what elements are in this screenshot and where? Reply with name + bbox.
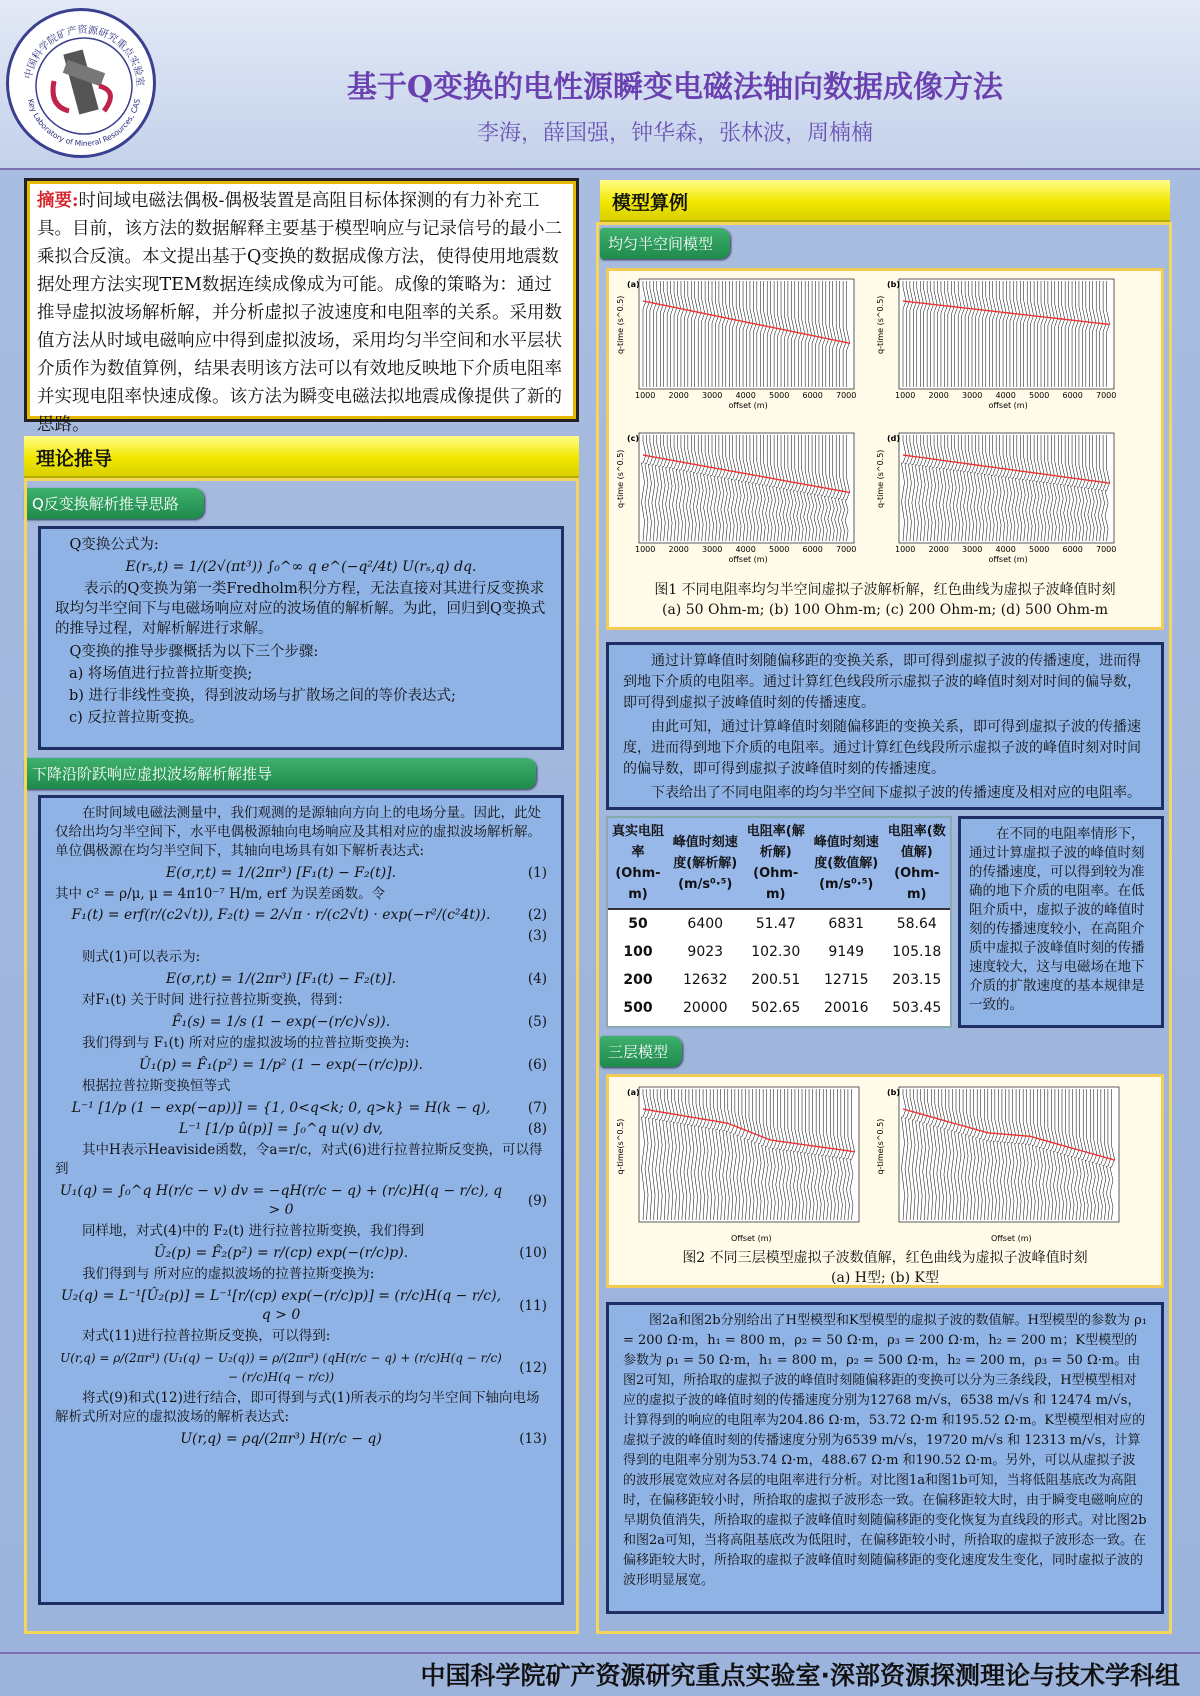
abstract-text: 时间域电磁法偶极-偶极装置是高阻目标体探测的有力补充工具。目前，该方法的数据解释主要基于模型响应与记录信号的最小二乘拟合反演。本文提出基于Q变换的数据成像方法，使得使用地震数据处理方法实现TEM数据连续成像成为可能。成像的策略为：通过推导虚拟波场解析解，并分析虚拟子波速度和电阻率的关系。采用数值方法从时域电磁响应中得到虚拟波场，采用均匀半空间和水平层状介质作为数值算例，结果表明该方法可以有效地反映地下介质电阻率并实现电阻率快速成像。该方法为瞬变电磁法拟地震成像提供了新的思路。	[37, 191, 562, 435]
x-tick-label: 1000	[895, 545, 916, 554]
panel-label: (d)	[887, 434, 901, 443]
table-row	[608, 909, 950, 938]
table-cell: 200	[623, 972, 653, 988]
q-steps-intro: Q变换的推导步骤概括为以下三个步骤:	[69, 644, 319, 660]
panel-label: (a)	[627, 1088, 640, 1097]
footer-text: 中国科学院矿产资源研究重点实验室·深部资源探测理论与技术学科组	[420, 1661, 1180, 1690]
x-tick-label: 1000	[895, 391, 916, 400]
y-axis-label: q-time(s^0.5)	[876, 1118, 885, 1175]
theory-heading: 理论推导	[24, 436, 579, 478]
figure-2-frame	[606, 1074, 1164, 1288]
combine-text: 将式(9)和式(12)进行结合，即可得到与式(1)所表示的均匀半空间下轴向电场解析式所对应的虚拟波场的解析表达式:	[55, 1390, 540, 1425]
q-step-a: a) 将场值进行拉普拉斯变换;	[69, 666, 253, 682]
x-tick-label: 1000	[635, 391, 656, 400]
abstract-label: 摘要:	[37, 191, 79, 211]
sub-heading-three-layer: 三层模型	[600, 1036, 682, 1067]
table-cell: 203.15	[892, 972, 942, 988]
heaviside-text: 其中H表示Heaviside函数，令a=r/c，对式(6)进行拉普拉斯反变换，可以得到	[55, 1142, 543, 1177]
y-axis-label: q-time (s^0.5)	[616, 295, 625, 354]
x-tick-label: 7000	[836, 545, 857, 554]
table-cell: 502.65	[751, 1000, 801, 1016]
identity-text: 根据拉普拉斯变换恒等式	[82, 1078, 231, 1094]
x-tick-label: 2000	[928, 545, 949, 554]
results-table-wrap	[606, 816, 952, 1028]
figure-1-caption-2: (a) 50 Ohm-m; (b) 100 Ohm-m; (c) 200 Ohm-m; (d) 500 Ohm-m	[662, 602, 1108, 618]
x-tick-label: 5000	[1029, 545, 1050, 554]
table-cell: 20016	[823, 1000, 869, 1016]
panel-label: (c)	[627, 434, 640, 443]
x-tick-label: 2000	[928, 391, 949, 400]
examples-heading: 模型算例	[600, 180, 1170, 222]
x-tick-label: 7000	[1096, 391, 1117, 400]
panel-label: (b)	[887, 280, 901, 289]
x-tick-label: 3000	[702, 545, 723, 554]
table-header: 峰值时刻速度(数值解)(m/s⁰·⁵)	[809, 818, 884, 909]
x-tick-label: 4000	[735, 391, 756, 400]
table-cell: 6400	[687, 916, 724, 932]
sub-heading-q-transform: Q反变换解析推导思路	[24, 488, 204, 519]
x-tick-label: 7000	[836, 391, 857, 400]
abstract-box	[24, 178, 579, 435]
x-axis-label: Offset (m)	[991, 1234, 1032, 1243]
poster-authors: 李海，薛国强，钟华森，张林波，周楠楠	[476, 121, 873, 146]
then-text: 则式(1)可以表示为:	[82, 949, 201, 965]
x-axis-label: offset (m)	[988, 401, 1028, 410]
equation-3: (3)	[527, 928, 547, 944]
equation-4: E(σ,r,t) = 1/(2πr³) [F₁(t) − F₂(t)]. (4)	[165, 971, 547, 987]
velocity-panel	[606, 642, 1164, 810]
x-axis-label: offset (m)	[728, 401, 768, 410]
x-tick-label: 2000	[668, 545, 689, 554]
equation-9: U₁(q) = ∫₀^q H(r/c − v) dv = −qH(r/c − q) + (r/c)H(q − r/c), q > 0 (9)	[59, 1183, 547, 1218]
x-tick-label: 4000	[995, 391, 1016, 400]
table-row	[608, 994, 950, 1022]
table-cell: 51.47	[755, 916, 796, 932]
table-header: 电阻率(解析解)(Ohm-m)	[743, 818, 809, 909]
x-tick-label: 6000	[802, 545, 823, 554]
three-layer-panel	[606, 1302, 1164, 1614]
q-para: 表示的Q变换为第一类Fredholm积分方程，无法直接对其进行反变换求取均匀半空间下与电磁场响应对应的波场值的解析解。为此，回归到Q变换式的推导过程，对解析解进行求解。	[55, 581, 546, 637]
footer-divider	[0, 1652, 1200, 1654]
x-tick-label: 4000	[995, 545, 1016, 554]
x-tick-label: 4000	[735, 545, 756, 554]
sub-heading-halfspace: 均匀半空间模型	[600, 228, 730, 259]
table-cell: 50	[628, 916, 648, 932]
figure-2	[609, 1081, 1161, 1251]
laplace-text: 对F₁(t) 关于时间 进行拉普拉斯变换，得到：	[82, 992, 351, 1008]
equation-11: U₂(q) = L⁻¹[Û₂(p)] = L⁻¹[r/(cp) exp(−(r/c)p)] = (r/c)H(q − r/c), q > 0 (11)	[60, 1288, 547, 1323]
panel-label: (a)	[627, 280, 640, 289]
x-axis-label: Offset (m)	[731, 1234, 772, 1243]
velocity-para-1: 通过计算峰值时刻随偏移距的变换关系，即可得到虚拟子波的传播速度，进而得到地下介质的电阻率。通过计算红色线段所示虚拟子波的峰值时刻对时间的偏导数，即可得到虚拟子波峰值时刻的传播速度。	[623, 653, 1141, 711]
table-row	[608, 966, 950, 994]
logo-en-text: Key Laboratory of Mineral Resources, CAS	[26, 97, 143, 149]
equation-7: L⁻¹ [1/p (1 − exp(−ap))] = {1, 0<q<k; 0, q>k} = H(k − q), (7)	[71, 1100, 547, 1116]
equation-10: Û₂(p) = F̂₂(p²) = r/(cp) exp(−(r/c)p). (10)	[153, 1245, 547, 1261]
where-text: 其中 c² = ρ/μ, μ = 4π10⁻⁷ H/m, erf 为误差函数。令	[55, 886, 386, 902]
x-tick-label: 6000	[1062, 391, 1083, 400]
equation-13: U(r,q) = ρq/(2πr³) H(r/c − q) (13)	[180, 1431, 547, 1447]
table-note-panel	[958, 816, 1164, 1028]
derivation-intro: 在时间域电磁法测量中，我们观测的是源轴向方向上的电场分量。因此，此处仅给出均匀半空间下，水平电偶极源轴向电场响应及其相对应的虚拟波场解析解。单位偶极源在均匀半空间下，其轴向电场具有如下解析表达式:	[55, 805, 541, 859]
table-cell: 58.64	[896, 916, 937, 932]
q-step-b: b) 进行非线性变换，得到波动场与扩散场之间的等价表达式;	[69, 688, 456, 704]
table-cell: 200.51	[751, 972, 801, 988]
table-header: 真实电阻率(Ohm-m)	[608, 818, 668, 909]
velocity-para-2: 由此可知，通过计算峰值时刻随偏移距的变换关系，即可得到虚拟子波的传播速度，进而得到地下介质的电阻率。通过计算红色线段所示虚拟子波的峰值时刻对时间的偏导数，即可得到虚拟子波峰值时刻的传播速度。	[623, 719, 1141, 777]
figure-1-caption-1: 图1 不同电阻率均匀半空间虚拟子波解析解，红色曲线为虚拟子波峰值时刻	[654, 582, 1116, 598]
figure-2-caption-2: (a) H型; (b) K型	[831, 1270, 939, 1286]
velocity-para-3: 下表给出了不同电阻率的均匀半空间下虚拟子波的传播速度及相对应的电阻率。	[651, 785, 1141, 801]
x-tick-label: 3000	[962, 391, 983, 400]
x-tick-label: 2000	[668, 391, 689, 400]
x-tick-label: 7000	[1096, 545, 1117, 554]
sub-heading-derivation: 下降沿阶跃响应虚拟波场解析解推导	[24, 758, 536, 789]
x-tick-label: 1000	[635, 545, 656, 554]
q-step-c: c) 反拉普拉斯变换。	[69, 710, 204, 726]
q-formula: E(rₛ,t) = 1/(2√(πt³)) ∫₀^∞ q e^(−q²/4t) U(rₛ,q) dq.	[125, 559, 477, 575]
table-cell: 6831	[828, 916, 865, 932]
q-intro: Q变换公式为:	[69, 537, 159, 553]
similar-text: 同样地，对式(4)中的 F₂(t) 进行拉普拉斯变换，我们得到	[82, 1223, 424, 1239]
equation-8: L⁻¹ [1/p û(p)] = ∫₀^q u(v) dv, (8)	[178, 1121, 547, 1137]
header-divider	[0, 168, 1200, 170]
x-tick-label: 5000	[769, 545, 790, 554]
table-cell: 9149	[828, 944, 865, 960]
three-layer-para: 图2a和图2b分别给出了H型模型和K型模型的虚拟子波的数值解。H型模型的参数为 ρ₁ = 200 Ω·m，h₁ = 800 m，ρ₂ = 50 Ω·m，ρ₃ = 200 Ω·m，h₂ = 200 m；K型模型的参数为 ρ₁ = 50 Ω·m，h₁ = 800 m，ρ₂ = 500 Ω·m，h₂ = 200 m，ρ₃ = 50 Ω·m。由图2可知，所拾取的虚拟子波的峰值时刻随偏移距的变换可以分为三条线段，H型模型相对应的虚拟子波的峰值时刻的传播速度分别为12768 m/√s，6538 m/√s 和 12474 m/√s，计算得到的响应的电阻率为204.86 Ω·m，53.72 Ω·m 和195.52 Ω·m。K型模型相对应的虚拟子波的峰值时刻的传播速度分别为6539 m/√s，19720 m/√s 和 12313 m/√s，计算得到的电阻率分别为53.74 Ω·m，488.67 Ω·m 和190.52 Ω·m。另外，可以从虚拟子波的波形展宽效应对各层的电阻率进行分析。对比图1a和图1b可知，当将低阻基底改为高阻时，在偏移距较小时，所拾取的虚拟子波形态一致。在偏移距较大时，由于瞬变电磁响应的早期负值消失，所拾取的虚拟子波峰值时刻随偏移距的变化恢复为直线段的形式。对比图2b和图2a可知，当将高阻基底改为低阻时，在偏移距较小时，所拾取的虚拟子波形态一致。在偏移距较大时，所拾取的虚拟子波峰值时刻随偏移距的变化速度发生变化，同时虚拟子波的波形明显展宽。	[623, 1313, 1147, 1588]
x-tick-label: 6000	[802, 391, 823, 400]
institute-logo	[6, 8, 156, 158]
table-row	[608, 938, 950, 966]
virtual2-text: 我们得到与 所对应的虚拟波场的拉普拉斯变换为:	[82, 1266, 375, 1282]
equation-6: Û₁(p) = F̂₁(p²) = 1/p² (1 − exp(−(r/c)p)). (6)	[139, 1057, 547, 1073]
poster-title: 基于Q变换的电性源瞬变电磁法轴向数据成像方法	[346, 70, 1004, 105]
panel-label: (b)	[887, 1088, 901, 1097]
equation-2: F₁(t) = erf(r/(c2√t)), F₂(t) = 2/√π · r/(c2√t) · exp(−r²/(c²4t)). (2)	[71, 907, 547, 923]
x-axis-label: offset (m)	[988, 555, 1028, 564]
table-header: 电阻率(数值解)(Ohm-m)	[884, 818, 950, 909]
table-cell: 20000	[682, 1000, 728, 1016]
logo-cn-text: 中国科学院矿产资源研究重点实验室	[23, 24, 146, 87]
table-cell: 500	[623, 1000, 653, 1016]
virtual-text: 我们得到与 F₁(t) 所对应的虚拟波场的拉普拉斯变换为:	[82, 1035, 410, 1051]
table-header: 峰值时刻速度(解析解)(m/s⁰·⁵)	[668, 818, 743, 909]
y-axis-label: q-time(s^0.5)	[616, 1118, 625, 1175]
table-cell: 503.45	[892, 1000, 942, 1016]
table-cell: 12715	[823, 972, 869, 988]
figure-1-frame	[606, 268, 1164, 630]
inverse-text: 对式(11)进行拉普拉斯反变换，可以得到:	[82, 1328, 331, 1344]
figure-1	[609, 275, 1161, 585]
y-axis-label: q-time (s^0.5)	[876, 449, 885, 508]
y-axis-label: q-time (s^0.5)	[876, 295, 885, 354]
table-cell: 102.30	[751, 944, 801, 960]
figure-2-caption-1: 图2 不同三层模型虚拟子波数值解，红色曲线为虚拟子波峰值时刻	[682, 1250, 1088, 1266]
x-tick-label: 5000	[1029, 391, 1050, 400]
q-transform-panel	[38, 526, 564, 750]
x-axis-label: offset (m)	[728, 555, 768, 564]
table-cell: 12632	[682, 972, 728, 988]
results-table	[608, 818, 950, 1022]
x-tick-label: 5000	[769, 391, 790, 400]
table-note: 在不同的电阻率情形下，通过计算虚拟子波的峰值时刻的传播速度，可以得到较为准确的地下介质的电阻率。在低阻介质中，虚拟子波的峰值时刻的传播速度较小，在高阻介质中虚拟子波峰值时刻的传播速度较大，这与电磁场在地下介质的扩散速度的基本规律是一致的。	[969, 826, 1145, 1013]
x-tick-label: 3000	[962, 545, 983, 554]
table-cell: 100	[623, 944, 653, 960]
table-cell: 105.18	[892, 944, 942, 960]
x-tick-label: 3000	[702, 391, 723, 400]
equation-5: F̂₁(s) = 1/s (1 − exp(−(r/c)√s)). (5)	[171, 1014, 547, 1030]
table-cell: 9023	[687, 944, 724, 960]
x-tick-label: 6000	[1062, 545, 1083, 554]
y-axis-label: q-time (s^0.5)	[616, 449, 625, 508]
equation-12: U(r,q) = ρ/(2πr³) (U₁(q) − U₂(q)) = ρ/(2πr³) (qH(r/c − q) + (r/c)H(q − r/c) − (r/c)H(q − r/c)) (12)	[60, 1351, 547, 1384]
equation-1: E(σ,r,t) = 1/(2πr³) [F₁(t) − F₂(t)]. (1)	[165, 865, 547, 881]
derivation-panel	[38, 795, 564, 1605]
